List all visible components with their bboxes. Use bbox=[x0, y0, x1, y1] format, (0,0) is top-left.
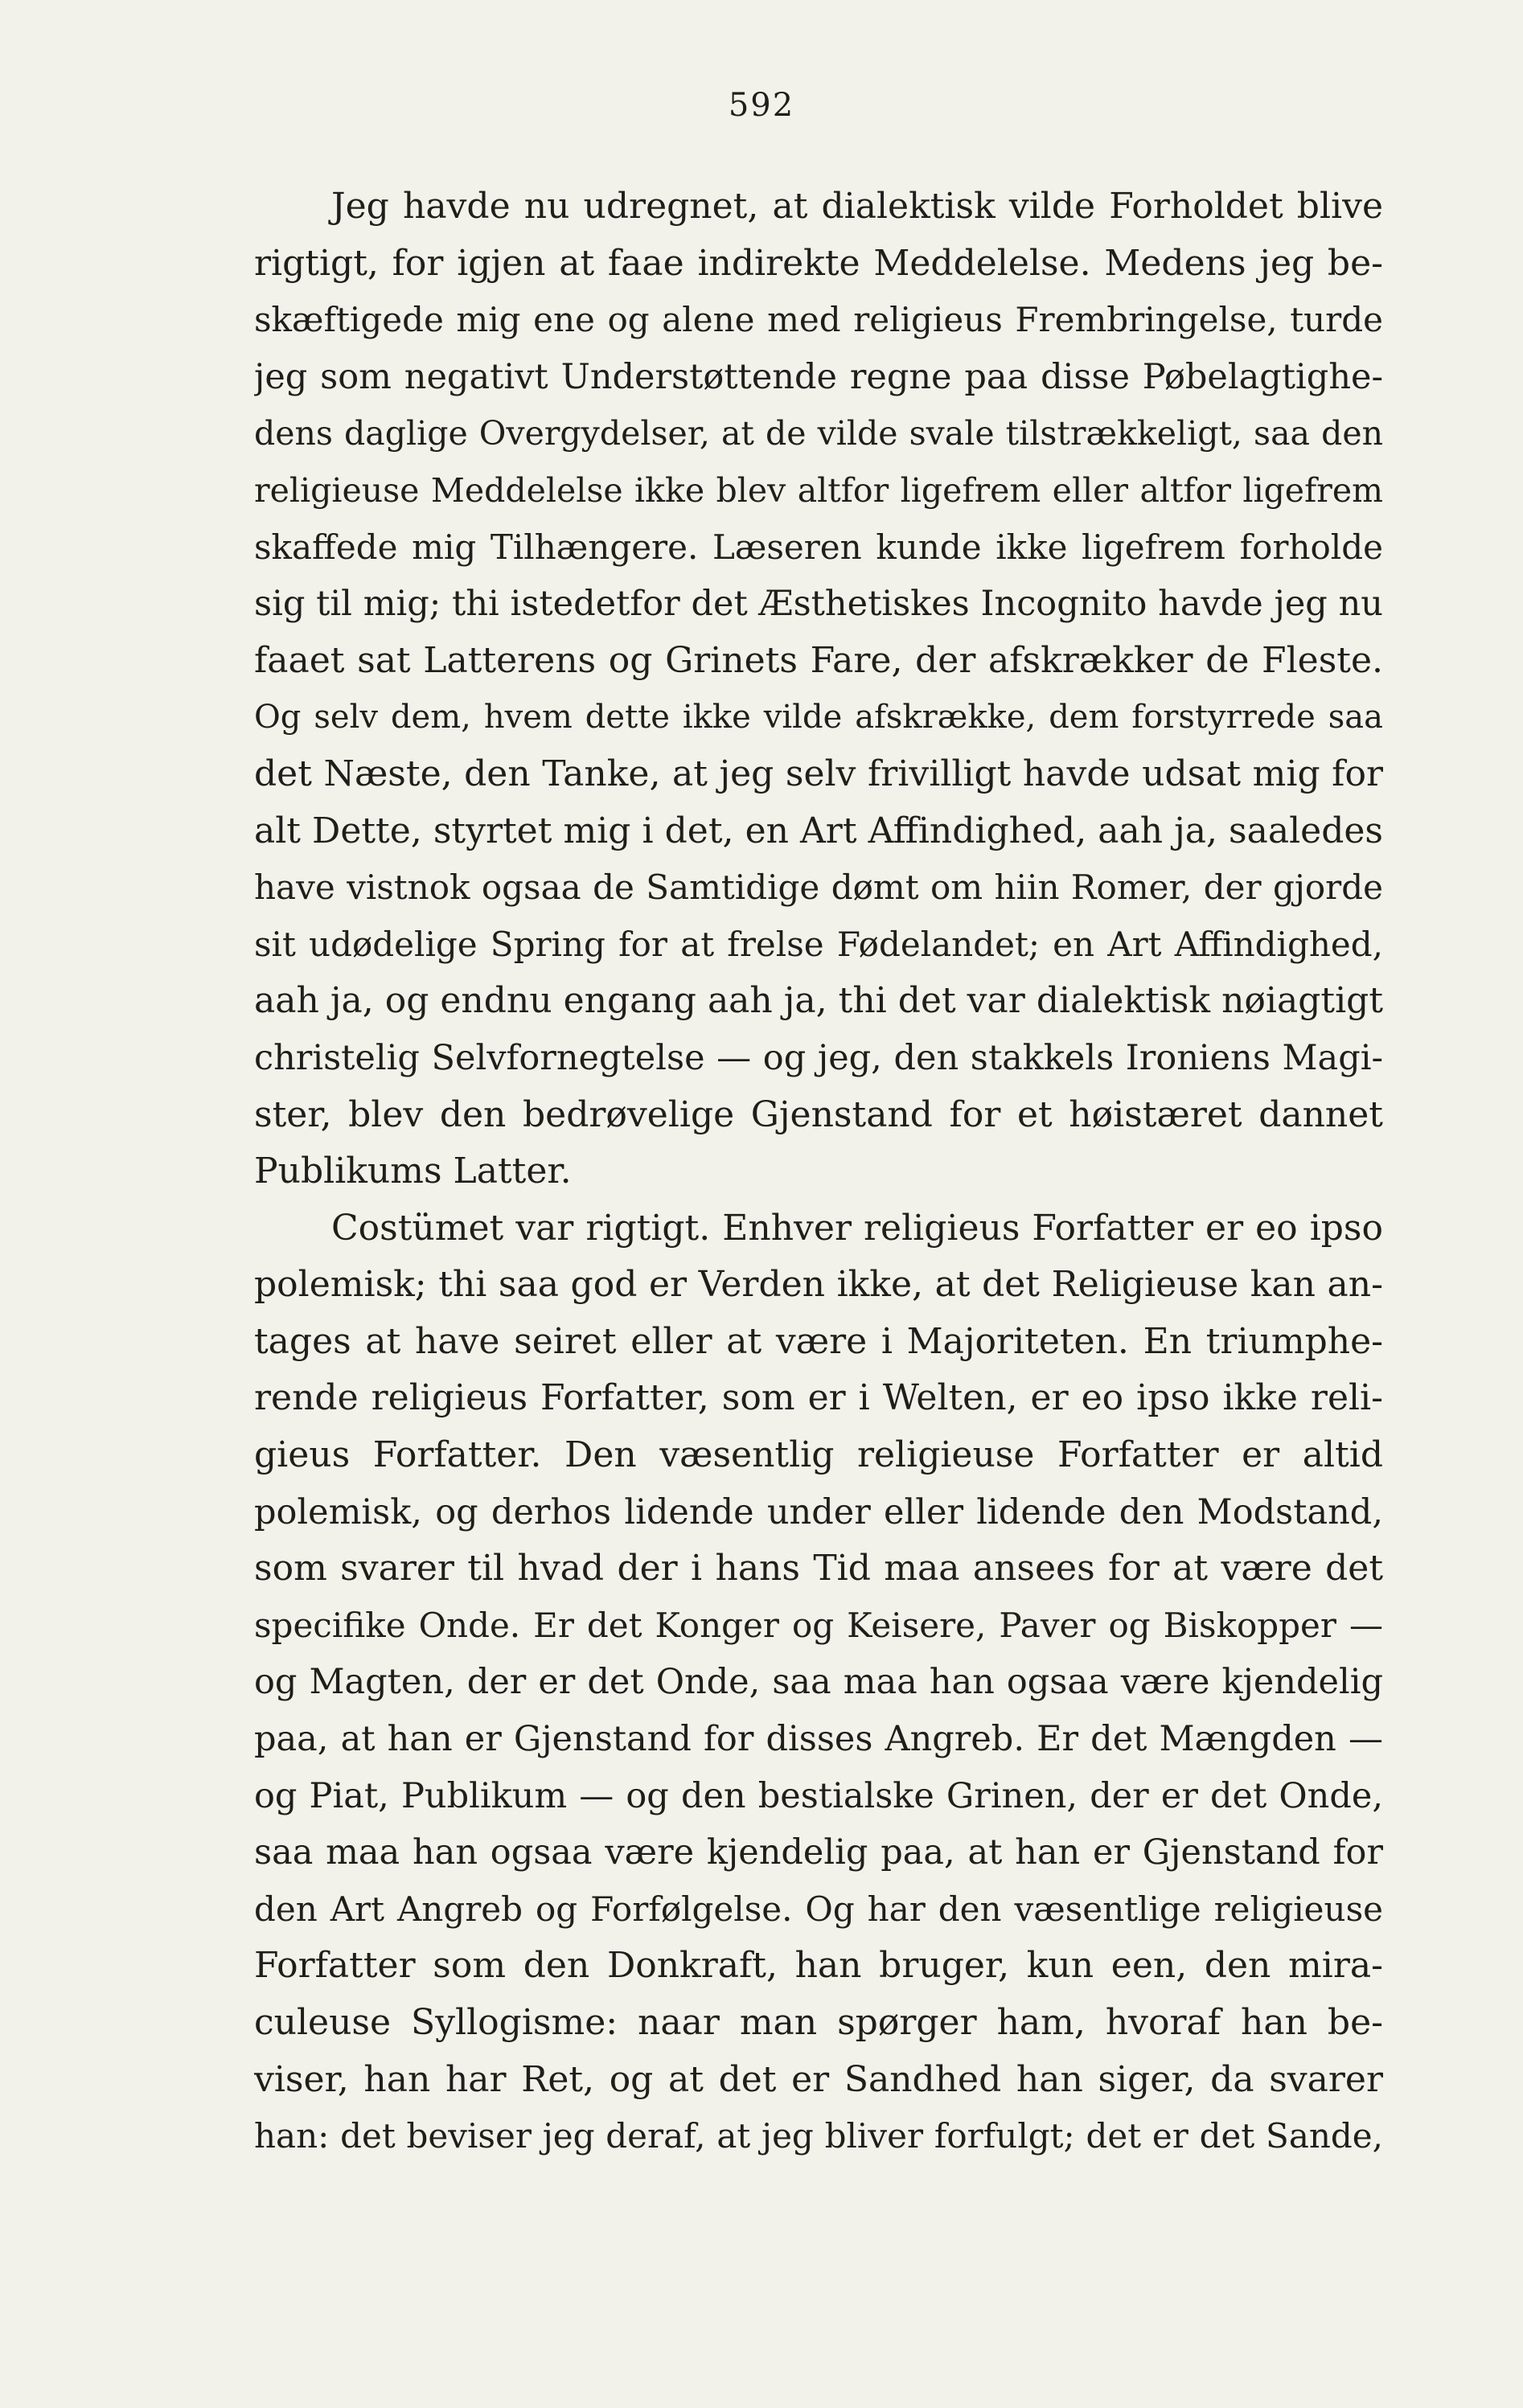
text-line: skaffede mig Tilhængere. Læseren kunde ikke ligefrem forholde bbox=[254, 527, 1383, 567]
text-line: religieuse Meddelelse ikke blev altfor ligefrem eller altfor ligefrem bbox=[254, 470, 1383, 510]
text-line: specifike Onde. Er det Konger og Keisere, Paver og Biskopper — bbox=[254, 1605, 1383, 1645]
text-line: gieus Forfatter. Den væsentlig religieuse Forfatter er altid bbox=[254, 1434, 1383, 1476]
text-line: Publikums Latter. bbox=[254, 1151, 572, 1192]
text-line: aah ja, og endnu engang aah ja, thi det var dialektisk nøiagtigt bbox=[254, 980, 1383, 1022]
text-line: Costümet var rigtigt. Enhver religieus Forfatter er eo ipso bbox=[331, 1207, 1383, 1249]
text-line: han: det beviser jeg deraf, at jeg bliver forfulgt; det er det Sande, bbox=[254, 2116, 1383, 2156]
text-line: christelig Selvfornegtelse — og jeg, den stakkels Ironiens Magi- bbox=[254, 1037, 1383, 1078]
text-line: dens daglige Overgydelser, at de vilde svale tilstrækkeligt, saa den bbox=[254, 414, 1383, 453]
text-line: polemisk, og derhos lidende under eller lidende den Modstand, bbox=[254, 1491, 1383, 1532]
page-number: 592 bbox=[728, 87, 795, 124]
text-line: og Piat, Publikum — og den bestialske Grinen, der er det Onde, bbox=[254, 1775, 1383, 1816]
text-line: saa maa han ogsaa være kjendelig paa, at han er Gjenstand for bbox=[254, 1832, 1383, 1873]
text-line: tages at have seiret eller at være i Majoriteten. En triumphe- bbox=[254, 1320, 1383, 1362]
text-line: rende religieus Forfatter, som er i Welten, er eo ipso ikke reli- bbox=[254, 1377, 1383, 1419]
text-line: sit udødelige Spring for at frelse Fødelandet; en Art Affindighed, bbox=[254, 924, 1383, 964]
text-line: viser, han har Ret, og at det er Sandhed han siger, da svarer bbox=[254, 2058, 1383, 2100]
text-line: polemisk; thi saa god er Verden ikke, at det Religieuse kan an- bbox=[254, 1264, 1383, 1306]
text-line: som svarer til hvad der i hans Tid maa ansees for at være det bbox=[254, 1548, 1383, 1590]
text-line: faaet sat Latterens og Grinets Fare, der afskrækker de Fleste. bbox=[254, 639, 1383, 681]
text-line: skæftigede mig ene og alene med religieus Frembringelse, turde bbox=[254, 300, 1383, 340]
text-line: Forfatter som den Donkraft, han bruger, kun een, den mira- bbox=[254, 1945, 1383, 1987]
text-line: jeg som negativt Understøttende regne paa disse Pøbelagtighe- bbox=[254, 356, 1383, 397]
body-text bbox=[254, 178, 1383, 2165]
text-line: sig til mig; thi istedetfor det Æsthetiskes Incognito havde jeg nu bbox=[254, 584, 1383, 625]
text-line: og Magten, der er det Onde, saa maa han ogsaa være kjendelig bbox=[254, 1662, 1383, 1703]
text-line: alt Dette, styrtet mig i det, en Art Affindighed, aah ja, saaledes bbox=[254, 810, 1383, 851]
text-line: det Næste, den Tanke, at jeg selv frivilligt havde udsat mig for bbox=[254, 753, 1383, 794]
text-line: den Art Angreb og Forfølgelse. Og har den væsentlige religieuse bbox=[254, 1889, 1383, 1929]
text-line: rigtigt, for igjen at faae indirekte Meddelelse. Medens jeg be- bbox=[254, 242, 1383, 284]
text-line: Og selv dem, hvem dette ikke vilde afskrække, dem forstyrrede saa bbox=[254, 699, 1383, 736]
text-line: Jeg havde nu udregnet, at dialektisk vilde Forholdet blive bbox=[331, 186, 1383, 227]
text-line: ster, blev den bedrøvelige Gjenstand for et høistæret dannet bbox=[254, 1093, 1383, 1135]
text-line: culeuse Syllogisme: naar man spørger ham, hvoraf han be- bbox=[254, 2002, 1383, 2043]
text-line: have vistnok ogsaa de Samtidige dømt om hiin Romer, der gjorde bbox=[254, 868, 1383, 908]
text-line: paa, at han er Gjenstand for disses Angreb. Er det Mængden — bbox=[254, 1719, 1383, 1760]
